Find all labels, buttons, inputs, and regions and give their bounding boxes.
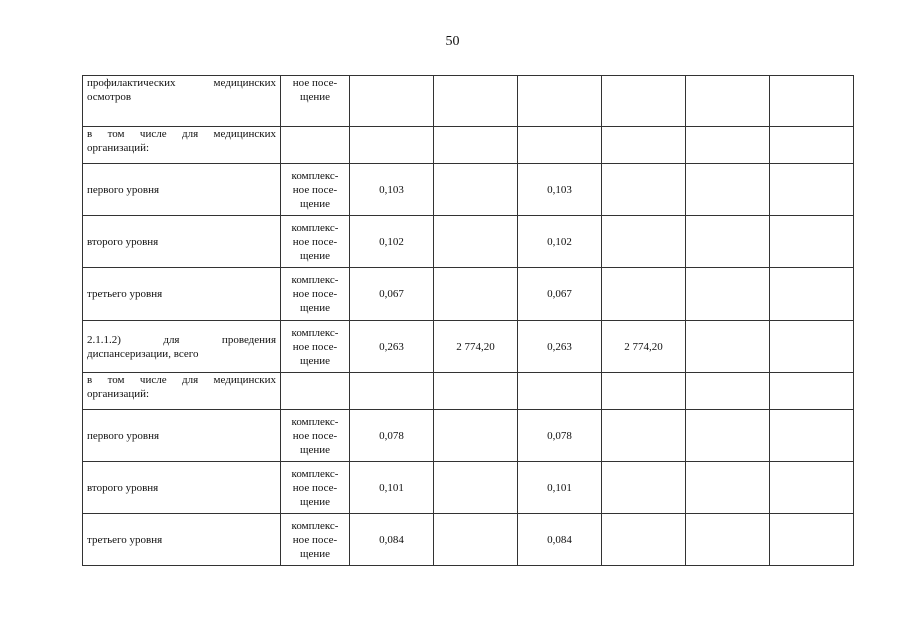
row-value: 0,103 xyxy=(379,183,404,196)
row-value: 0,102 xyxy=(379,235,404,248)
row-name-cell xyxy=(83,76,281,127)
row-value-cell xyxy=(350,321,434,373)
row-unit-line: комплекс- xyxy=(291,169,339,182)
row-value-cell xyxy=(602,321,686,373)
row-name: третьего уровня xyxy=(87,533,163,546)
row-unit-line: ное посе- xyxy=(292,77,338,89)
row-unit-cell xyxy=(281,127,350,164)
row-value-cell xyxy=(434,164,518,216)
row-value: 0,263 xyxy=(379,340,404,353)
row-name: третьего уровня xyxy=(87,288,163,300)
row-value-cell xyxy=(602,373,686,410)
row-value-cell xyxy=(770,514,854,566)
row-unit-line: ное посе- xyxy=(292,481,338,494)
row-value-cell xyxy=(686,216,770,268)
table-row xyxy=(83,127,854,164)
row-value-cell xyxy=(602,268,686,321)
row-value-cell xyxy=(518,268,602,321)
row-value-cell xyxy=(602,76,686,127)
row-name-cell xyxy=(83,410,281,462)
page-number: 50 xyxy=(445,34,460,49)
table-row xyxy=(83,321,854,373)
row-unit-line: ное посе- xyxy=(292,183,338,196)
row-value-cell xyxy=(770,373,854,410)
row-value-cell xyxy=(770,164,854,216)
row-value-cell xyxy=(350,216,434,268)
row-name: профилактических медицинских осмотров xyxy=(87,77,276,103)
row-name: в том числе для медицинских организаций: xyxy=(87,374,276,400)
row-unit-line: комплекс- xyxy=(291,519,339,532)
row-unit-line: комплекс- xyxy=(291,415,339,428)
row-value-cell xyxy=(518,462,602,514)
row-unit-line: щение xyxy=(299,302,330,314)
row-unit-line: щение xyxy=(299,197,330,210)
table-row xyxy=(83,76,854,127)
row-value: 0,084 xyxy=(379,533,404,546)
row-unit-cell xyxy=(281,76,350,127)
row-value-cell xyxy=(686,268,770,321)
row-name: второго уровня xyxy=(87,481,159,494)
row-value-cell xyxy=(602,514,686,566)
row-value-cell xyxy=(434,127,518,164)
row-value: 0,263 xyxy=(547,340,572,353)
row-value-cell xyxy=(434,410,518,462)
row-value-cell xyxy=(602,164,686,216)
row-name-cell xyxy=(83,514,281,566)
row-unit-line: ное посе- xyxy=(292,533,338,546)
table-row xyxy=(83,410,854,462)
row-value-cell xyxy=(518,514,602,566)
row-value-cell xyxy=(350,76,434,127)
row-value: 2 774,20 xyxy=(456,340,495,353)
row-value-cell xyxy=(686,514,770,566)
table-row xyxy=(83,268,854,321)
row-name: первого уровня xyxy=(87,183,160,196)
row-unit-line: ное посе- xyxy=(292,340,338,353)
row-value-cell xyxy=(518,373,602,410)
table-row xyxy=(83,373,854,410)
row-value-cell xyxy=(518,164,602,216)
row-value-cell xyxy=(770,268,854,321)
row-value-cell xyxy=(686,321,770,373)
row-value-cell xyxy=(602,462,686,514)
row-value: 0,101 xyxy=(379,481,404,494)
row-value-cell xyxy=(770,127,854,164)
row-value-cell xyxy=(434,268,518,321)
row-value-cell xyxy=(518,321,602,373)
row-name-cell xyxy=(83,321,281,373)
row-unit-line: щение xyxy=(299,547,330,560)
table-row xyxy=(83,514,854,566)
row-value-cell xyxy=(686,164,770,216)
row-value: 2 774,20 xyxy=(624,340,663,353)
row-value-cell xyxy=(350,373,434,410)
row-name: первого уровня xyxy=(87,429,160,442)
row-name: второго уровня xyxy=(87,235,159,248)
row-unit-line: щение xyxy=(299,443,330,456)
row-unit-line: комплекс- xyxy=(291,326,339,339)
row-unit-line: ное посе- xyxy=(292,235,338,248)
table-row xyxy=(83,216,854,268)
row-value-cell xyxy=(434,373,518,410)
row-value-cell xyxy=(350,514,434,566)
row-value-cell xyxy=(602,410,686,462)
row-value: 0,078 xyxy=(547,429,572,442)
row-value-cell xyxy=(686,462,770,514)
row-unit-line: щение xyxy=(299,249,330,262)
row-unit-cell xyxy=(281,321,350,373)
row-unit-line: щение xyxy=(299,495,330,508)
row-value-cell xyxy=(350,462,434,514)
row-unit-line: ное посе- xyxy=(292,288,338,300)
row-value-cell xyxy=(434,321,518,373)
row-value-cell xyxy=(434,514,518,566)
row-value-cell xyxy=(434,76,518,127)
row-value-cell xyxy=(770,216,854,268)
row-value-cell xyxy=(518,410,602,462)
row-value-cell xyxy=(434,216,518,268)
row-value-cell xyxy=(350,164,434,216)
row-unit-line: комплекс- xyxy=(291,274,339,286)
row-unit-cell xyxy=(281,216,350,268)
row-name-cell xyxy=(83,127,281,164)
table-row xyxy=(83,164,854,216)
data-table xyxy=(82,75,854,566)
row-name-cell xyxy=(83,164,281,216)
row-value-cell xyxy=(350,410,434,462)
row-value-cell xyxy=(518,127,602,164)
row-name-cell xyxy=(83,462,281,514)
row-unit-cell xyxy=(281,514,350,566)
row-value-cell xyxy=(770,462,854,514)
row-unit-cell xyxy=(281,373,350,410)
row-value-cell xyxy=(434,462,518,514)
row-unit-cell xyxy=(281,410,350,462)
row-value-cell xyxy=(602,127,686,164)
row-value-cell xyxy=(518,76,602,127)
row-unit-line: ное посе- xyxy=(292,429,338,442)
row-unit-line: комплекс- xyxy=(291,221,339,234)
row-value-cell xyxy=(686,410,770,462)
row-value: 0,101 xyxy=(547,481,572,494)
row-value: 0,067 xyxy=(379,288,404,300)
row-value-cell xyxy=(602,216,686,268)
row-name: 2.1.1.2) для проведения диспансеризации, всего xyxy=(87,333,276,360)
row-value-cell xyxy=(770,321,854,373)
row-value-cell xyxy=(518,216,602,268)
row-value-cell xyxy=(350,127,434,164)
row-value: 0,078 xyxy=(379,429,404,442)
row-name: в том числе для медицинских организаций: xyxy=(87,128,276,154)
row-value-cell xyxy=(770,410,854,462)
row-value-cell xyxy=(686,127,770,164)
table-body xyxy=(83,76,854,566)
row-unit-cell xyxy=(281,164,350,216)
row-value-cell xyxy=(686,76,770,127)
row-value: 0,067 xyxy=(547,288,572,300)
row-unit-line: щение xyxy=(299,91,330,103)
row-unit-cell xyxy=(281,268,350,321)
row-value: 0,103 xyxy=(547,183,572,196)
row-value-cell xyxy=(350,268,434,321)
row-name-cell xyxy=(83,216,281,268)
row-name-cell xyxy=(83,268,281,321)
row-value-cell xyxy=(686,373,770,410)
row-unit-cell xyxy=(281,462,350,514)
row-value: 0,102 xyxy=(547,235,572,248)
row-value: 0,084 xyxy=(547,533,572,546)
row-unit-line: щение xyxy=(299,354,330,367)
row-value-cell xyxy=(770,76,854,127)
row-name-cell xyxy=(83,373,281,410)
table-row xyxy=(83,462,854,514)
row-unit-line: комплекс- xyxy=(291,467,339,480)
